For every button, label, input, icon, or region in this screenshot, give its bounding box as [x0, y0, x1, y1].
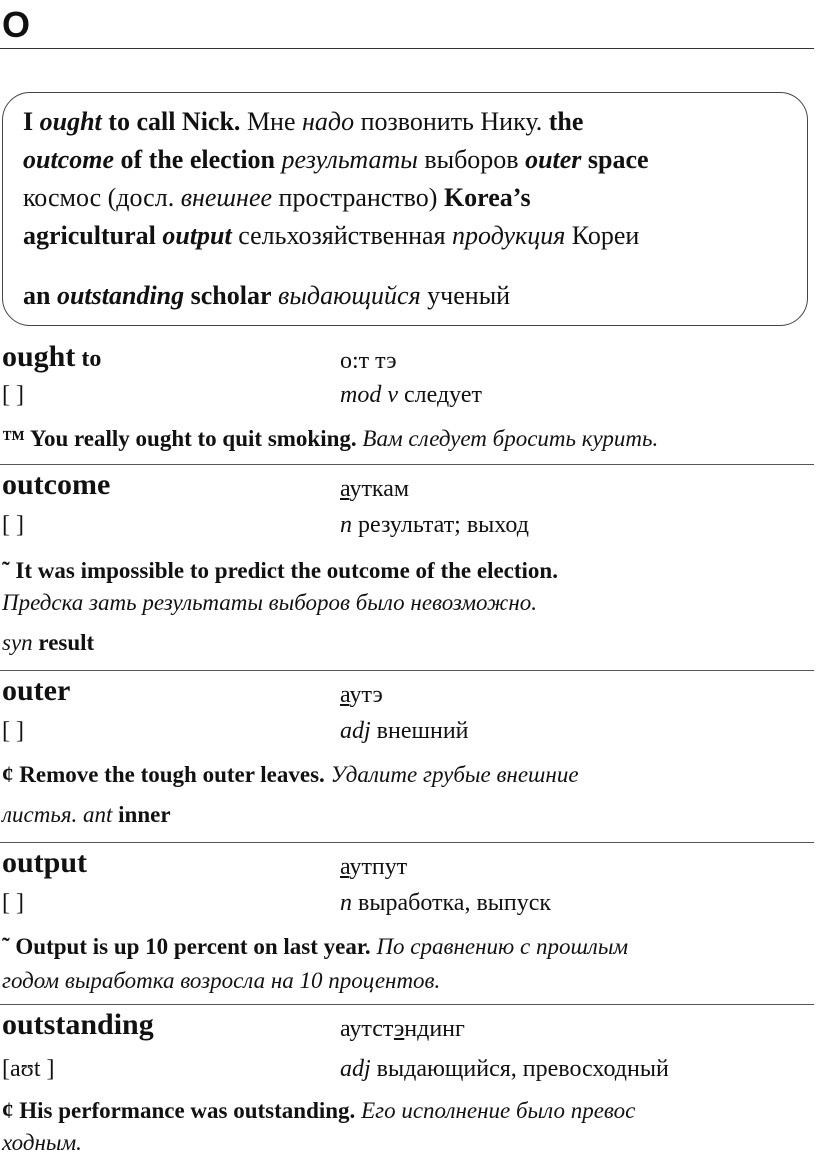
section-letter: O	[2, 4, 31, 45]
pronunciation: о:т тэ	[340, 348, 397, 374]
transcription: [ ]	[2, 512, 24, 538]
entry-divider	[0, 1004, 814, 1005]
example-continued: листья. ant inner	[2, 802, 171, 827]
example: ™ You really ought to quit smoking. Вам следует бросить курить.	[2, 426, 659, 451]
pronunciation: аутпут	[340, 854, 408, 880]
examples-paragraph-2: an outstanding scholar выдающийся ученый	[23, 281, 511, 310]
synonym: syn result	[2, 630, 95, 655]
headword: ought to	[2, 340, 102, 373]
headword: outer	[2, 674, 71, 707]
definition: n результат; выход	[340, 512, 529, 538]
pronunciation: ауткам	[340, 476, 410, 502]
headword: output	[2, 846, 88, 879]
examples-box	[2, 92, 808, 326]
headword: outcome	[2, 468, 111, 501]
transcription: [aʊt ]	[2, 1056, 55, 1082]
definition: mod v следует	[340, 382, 482, 408]
entry-divider	[0, 670, 814, 671]
entry-divider	[0, 464, 814, 465]
transcription: [ ]	[2, 718, 24, 744]
transcription: [ ]	[2, 890, 24, 916]
example-translation: Предска зать результаты выборов было невозможно.	[2, 590, 537, 615]
example: ¢ Remove the tough outer leaves. Удалите грубые внешние	[2, 762, 579, 787]
headword: outstanding	[2, 1008, 154, 1041]
transcription: [ ]	[2, 382, 24, 408]
header-divider	[0, 48, 814, 49]
example-continued: годом выработка возросла на 10 процентов.	[2, 968, 441, 993]
example: ¢ His performance was outstanding. Его исполнение было превос	[2, 1098, 636, 1123]
example: ˜ It was impossible to predict the outcome of the election.	[2, 558, 558, 583]
definition: n выработка, выпуск	[340, 890, 552, 916]
pronunciation: аутэ	[340, 682, 383, 708]
entry-divider	[0, 842, 814, 843]
definition: adj внешний	[340, 718, 469, 744]
pronunciation: аутстэндинг	[340, 1016, 465, 1042]
example-continued: ходным.	[2, 1130, 82, 1155]
example: ˜ Output is up 10 percent on last year. По сравнению с прошлым	[2, 934, 629, 959]
examples-paragraph-1: I ought to call Nick. Мне надо позвонить Нику. the outcome of the election результаты выборов outer space космос (досл. внешнее пространство) Korea’s agricultural output сельхозяйственная продукция Кореи	[23, 107, 649, 250]
definition: adj выдающийся, превосходный	[340, 1056, 669, 1082]
